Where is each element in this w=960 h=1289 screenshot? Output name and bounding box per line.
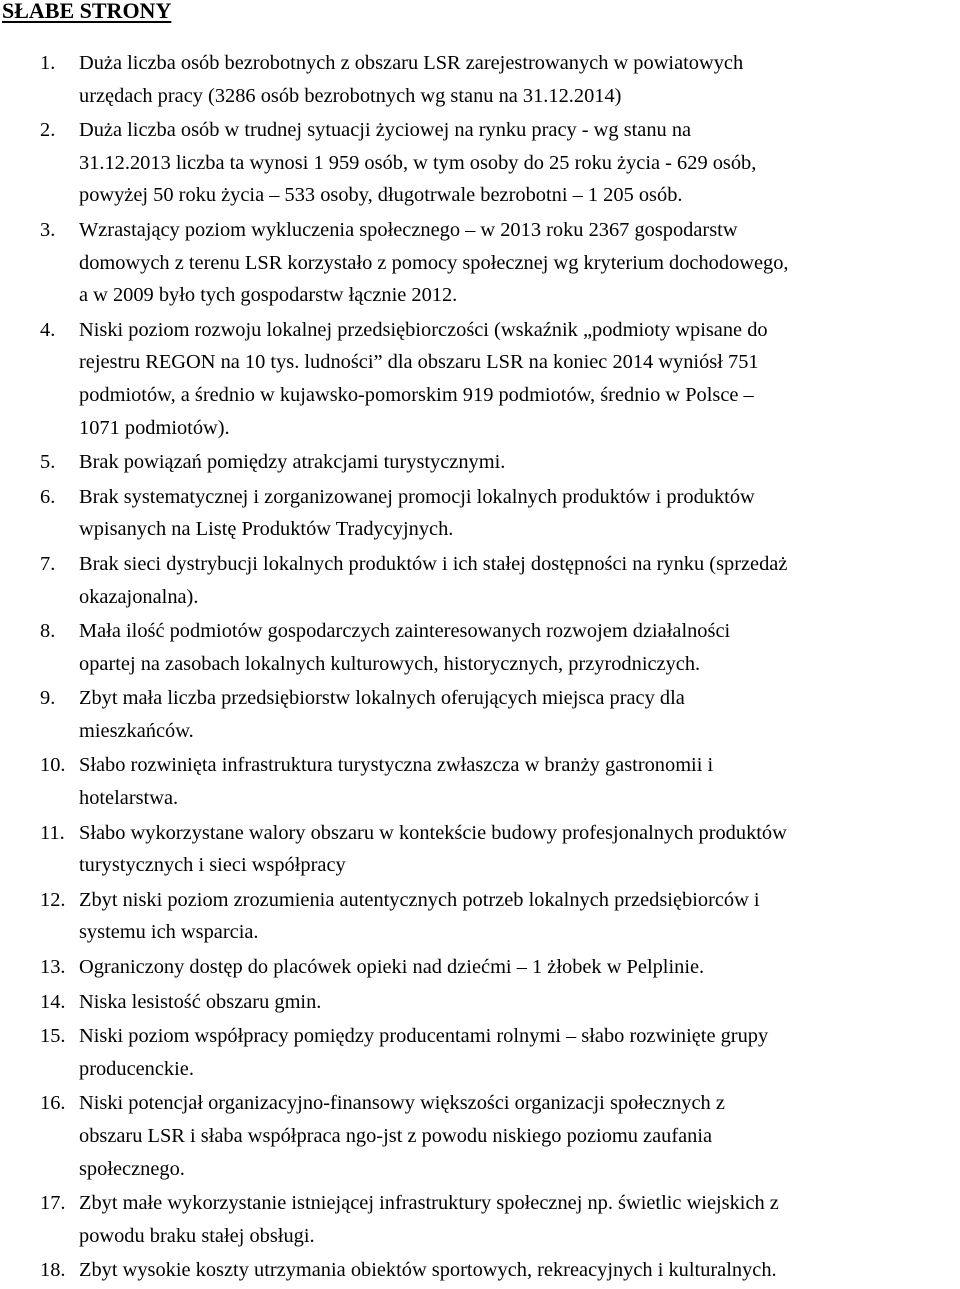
- item-text: Niski poziom rozwoju lokalnej przedsiębiorczości (wskaźnik „podmioty wpisane do rejestru REGON na 10 tys. ludności” dla obszaru LSR na koniec 2014 wyniósł 751 podmiotów, a średnio w kujawsko-pomorskim 919 podmiotów, średnio w Polsce – 1071 podmiotów).: [79, 318, 768, 439]
- item-number: 1.: [40, 52, 56, 74]
- item-text: Duża liczba osób w trudnej sytuacji życiowej na rynku pracy - wg stanu na 31.12.2013 liczba ta wynosi 1 959 osób, w tym osoby do 25 roku życia - 629 osób, powyżej 50 roku życia – 533 osoby, długotrwale bezrobotni – 1 205 osób.: [79, 119, 757, 207]
- weaknesses-list: [0, 47, 960, 1289]
- item-text: Brak systematycznej i zorganizowanej promocji lokalnych produktów i produktów wpisanych na Listę Produktów Tradycyjnych.: [79, 485, 755, 541]
- item-text: Zbyt mała liczba przedsiębiorstw lokalnych oferujących miejsca pracy dla mieszkańców.: [79, 687, 685, 742]
- item-number: 18.: [40, 1259, 66, 1282]
- item-number: 7.: [40, 552, 56, 575]
- item-text: Wzrastający poziom wykluczenia społecznego – w 2013 roku 2367 gospodarstw domowych z terenu LSR korzystało z pomocy społecznej wg kryterium dochodowego, a w 2009 było tych gospodarstw łącznie 2012.: [79, 218, 789, 307]
- item-text: Brak sieci dystrybucji lokalnych produktów i ich stałej dostępności na rynku (sprzedaż okazajonalna).: [79, 552, 788, 608]
- item-number: 15.: [40, 1025, 66, 1048]
- list-item: [0, 1187, 960, 1252]
- section-heading: SŁABE STRONY: [2, 0, 172, 23]
- item-number: 6.: [40, 485, 56, 508]
- item-number: 11.: [40, 821, 65, 844]
- item-text: Niski potencjał organizacyjno-finansowy większości organizacji społecznych z obszaru LSR i słaba współpraca ngo-jst z powodu niskiego poziomu zaufania społecznego.: [79, 1092, 725, 1180]
- item-number: 4.: [40, 318, 56, 341]
- list-item: [0, 548, 960, 613]
- list-item: [0, 446, 960, 479]
- item-text: Mała ilość podmiotów gospodarczych zainteresowanych rozwojem działalności opartej na zasobach lokalnych kulturowych, historycznych, przyrodniczych.: [79, 620, 731, 675]
- item-number: 8.: [40, 620, 56, 643]
- item-number: 17.: [40, 1192, 66, 1215]
- item-text: Zbyt małe wykorzystanie istniejącej infrastruktury społecznej np. świetlic wiejskich z powodu braku stałej obsługi.: [79, 1192, 779, 1247]
- list-item: [0, 314, 960, 444]
- list-item: [0, 986, 960, 1019]
- list-item: [0, 682, 960, 747]
- list-item: [0, 1254, 960, 1287]
- item-text: Ograniczony dostęp do placówek opieki nad dziećmi – 1 żłobek w Pelplinie.: [79, 956, 705, 979]
- item-number: 9.: [40, 687, 56, 710]
- list-item: [0, 1020, 960, 1085]
- item-number: 2.: [40, 119, 56, 142]
- list-item: [0, 114, 960, 212]
- list-item: [0, 214, 960, 312]
- item-number: 14.: [40, 990, 66, 1013]
- item-text: Zbyt niski poziom zrozumienia autentycznych potrzeb lokalnych przedsiębiorców i systemu ich wsparcia.: [79, 888, 760, 944]
- list-item: [0, 47, 960, 112]
- item-number: 13.: [40, 956, 66, 979]
- item-text: Duża liczba osób bezrobotnych z obszaru LSR zarejestrowanych w powiatowych urzędach pracy (3286 osób bezrobotnych wg stanu na 31.12.2014): [79, 52, 744, 107]
- item-text: Niska lesistość obszaru gmin.: [79, 990, 322, 1013]
- item-number: 3.: [40, 218, 56, 241]
- list-item: [0, 1087, 960, 1185]
- item-number: 16.: [40, 1092, 66, 1115]
- item-text: Zbyt wysokie koszty utrzymania obiektów sportowych, rekreacyjnych i kulturalnych.: [79, 1259, 777, 1282]
- list-item: [0, 481, 960, 546]
- item-number: 5.: [40, 451, 56, 474]
- item-number: 12.: [40, 888, 66, 911]
- list-item: [0, 817, 960, 882]
- item-text: Słabo wykorzystane walory obszaru w kontekście budowy profesjonalnych produktów turystycznych i sieci współpracy: [79, 821, 787, 877]
- list-item: [0, 884, 960, 949]
- item-text: Słabo rozwinięta infrastruktura turystyczna zwłaszcza w branży gastronomii i hotelarstwa.: [79, 754, 714, 810]
- item-text: Niski poziom współpracy pomiędzy producentami rolnymi – słabo rozwinięte grupy producenckie.: [79, 1025, 769, 1080]
- list-item: [0, 615, 960, 680]
- item-number: 10.: [40, 754, 66, 777]
- item-text: Brak powiązań pomiędzy atrakcjami turystycznymi.: [79, 451, 506, 474]
- list-item: [0, 951, 960, 984]
- list-item: [0, 749, 960, 814]
